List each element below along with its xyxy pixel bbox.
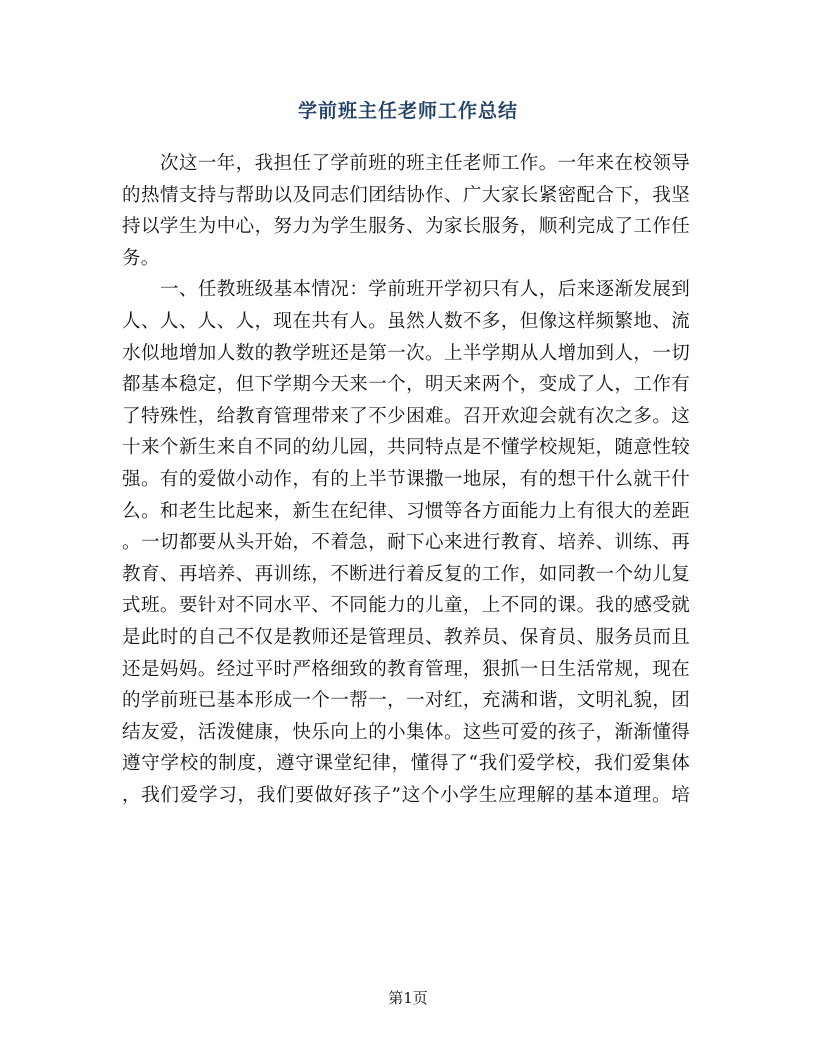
paragraph-line: 么。和老生比起来，新生在纪律、习惯等各方面能力上有很大的差距 bbox=[122, 500, 690, 522]
paragraph-line: 式班。要针对不同水平、不同能力的儿童，上不同的课。我的感受就 bbox=[122, 595, 690, 617]
paragraph-line: 都基本稳定，但下学期今天来一个，明天来两个，变成了人，工作有 bbox=[122, 374, 690, 396]
paragraph-line: 教育、再培养、再训练，不断进行着反复的工作，如同教一个幼儿复 bbox=[122, 563, 690, 585]
paragraph-line: 的热情支持与帮助以及同志们团结协作、广大家长紧密配合下，我坚 bbox=[122, 184, 690, 206]
paragraph-line: 还是妈妈。经过平时严格细致的教育管理，狠抓一日生活常规，现在 bbox=[122, 658, 690, 680]
paragraph-line: 结友爱，活泼健康，快乐向上的小集体。这些可爱的孩子，渐渐懂得 bbox=[122, 721, 690, 743]
paragraph-line: 遵守学校的制度，遵守课堂纪律，懂得了“我们爱学校，我们爱集体 bbox=[122, 753, 690, 775]
paragraph-line: 的学前班已基本形成一个一帮一，一对红，充满和谐，文明礼貌，团 bbox=[122, 690, 690, 712]
paragraph-line: 持以学生为中心，努力为学生服务、为家长服务，顺利完成了工作任 bbox=[122, 216, 690, 238]
paragraph-line: 次这一年，我担任了学前班的班主任老师工作。一年来在校领导 bbox=[160, 153, 690, 174]
paragraph-line: 了特殊性，给教育管理带来了不少困难。召开欢迎会就有次之多。这 bbox=[122, 405, 690, 427]
paragraph-line: 十来个新生来自不同的幼儿园，共同特点是不懂学校规矩，随意性较 bbox=[122, 437, 690, 459]
paragraph-line: 。一切都要从头开始，不着急，耐下心来进行教育、培养、训练、再 bbox=[122, 532, 690, 554]
page-number: 第1页 bbox=[388, 989, 428, 1007]
page-title: 学前班主任老师工作总结 bbox=[297, 100, 518, 122]
document-body bbox=[122, 148, 690, 811]
paragraph-line: 务。 bbox=[122, 247, 160, 269]
paragraph-line: 强。有的爱做小动作，有的上半节课撒一地尿，有的想干什么就干什 bbox=[122, 468, 690, 490]
paragraph-line: 是此时的自己不仅是教师还是管理员、教养员、保育员、服务员而且 bbox=[122, 626, 690, 648]
paragraph-line: 水似地增加人数的教学班还是第一次。上半学期从人增加到人，一切 bbox=[122, 342, 690, 364]
paragraph-line: 人、人、人、人，现在共有人。虽然人数不多，但像这样频繁地、流 bbox=[122, 310, 690, 332]
paragraph-line: ，我们爱学习，我们要做好孩子”这个小学生应理解的基本道理。培 bbox=[122, 784, 690, 806]
paragraph-line: 一、任教班级基本情况：学前班开学初只有人，后来逐渐发展到 bbox=[160, 279, 690, 301]
